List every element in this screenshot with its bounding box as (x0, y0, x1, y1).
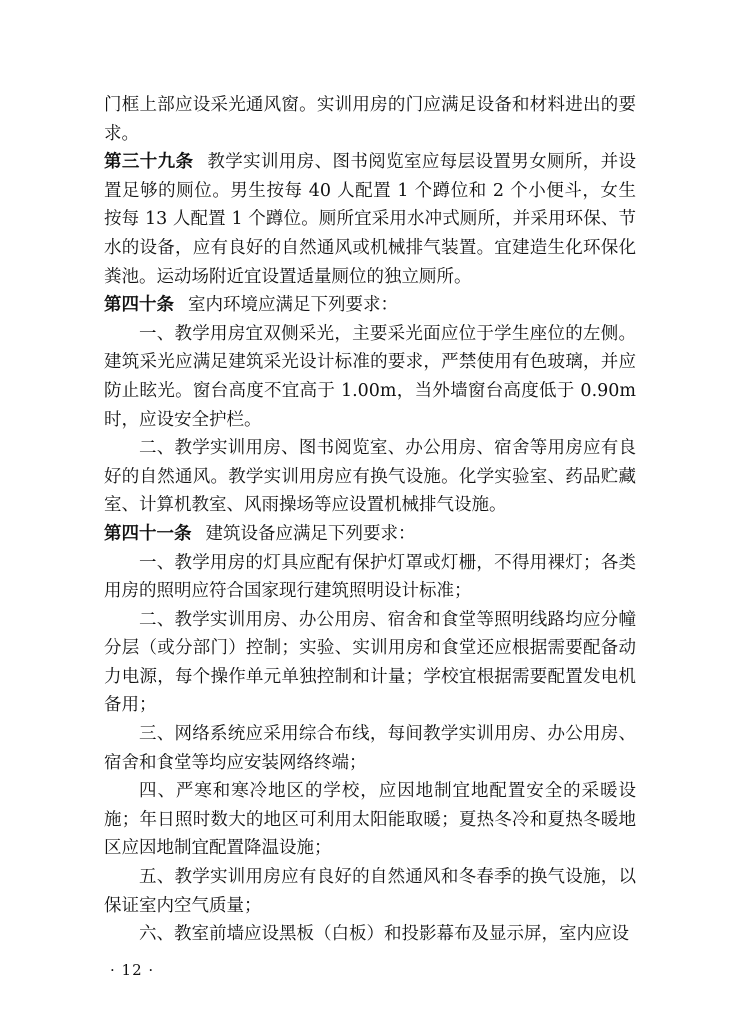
paragraph-text: 五、教学实训用房应有良好的自然通风和冬春季的换气设施，以保证室内空气质量； (104, 867, 636, 916)
article-39 (104, 148, 636, 291)
paragraph-text: 三、网络系统应采用综合布线，每间教学实训用房、办公用房、宿舍和食堂等均应安装网络终端； (104, 724, 636, 773)
paragraph-text: 建筑设备应满足下列要求： (205, 523, 416, 544)
article-40 (104, 291, 636, 320)
paragraph-continuation (104, 91, 636, 148)
paragraph-text: 六、教室前墙应设黑板（白板）和投影幕布及显示屏，室内应设 (139, 924, 629, 945)
paragraph-text: 二、教学实训用房、图书阅览室、办公用房、宿舍等用房应有良好的自然通风。教学实训用房应有换气设施。化学实验室、药品贮藏室、计算机教室、风雨操场等应设置机械排气设施。 (104, 438, 636, 516)
article-heading: 第四十一条 (104, 523, 192, 544)
clause-paragraph (104, 863, 636, 920)
clause-paragraph (104, 434, 636, 520)
paragraph-text: 室内环境应满足下列要求： (188, 295, 398, 316)
page-number: · 12 · (110, 961, 155, 979)
paragraph-text: 二、教学实训用房、办公用房、宿舍和食堂等照明线路均应分幢分层（或分部门）控制；实验、实训用房和食堂还应根据需要配备动力电源，每个操作单元单独控制和计量；学校宜根据需要配置发电机备用； (104, 609, 636, 716)
paragraph-text: 教学实训用房、图书阅览室应每层设置男女厕所，并设置足够的厕位。男生按每 40 人配置 1 个蹲位和 2 个小便斗，女生按每 13 人配置 1 个蹲位。厕所宜采用水冲式厕所，并采用环保、节水的设备，应有良好的自然通风或机械排气装置。宜建造生化环保化粪池。运动场附近宜设置适量厕位的独立厕所。 (104, 152, 636, 287)
paragraph-text: 一、教学用房的灯具应配有保护灯罩或灯栅，不得用裸灯；各类用房的照明应符合国家现行建筑照明设计标准； (104, 552, 636, 602)
clause-paragraph (104, 720, 636, 777)
clause-paragraph (104, 606, 636, 720)
clause-paragraph (104, 549, 636, 606)
document-body (104, 91, 636, 949)
article-heading: 第三十九条 (104, 152, 194, 173)
clause-paragraph (104, 777, 636, 863)
paragraph-text: 一、教学用房宜双侧采光，主要采光面应位于学生座位的左侧。建筑采光应满足建筑采光设计标准的要求，严禁使用有色玻璃，并应防止眩光。窗台高度不宜高于 1.00m，当外墙窗台高度低于 0.90m 时，应设安全护栏。 (104, 323, 636, 430)
clause-paragraph (104, 320, 636, 434)
clause-paragraph (104, 920, 636, 949)
paragraph-text: 门框上部应设采光通风窗。实训用房的门应满足设备和材料进出的要求。 (104, 95, 636, 144)
article-heading: 第四十条 (104, 295, 174, 316)
paragraph-text: 四、严寒和寒冷地区的学校，应因地制宜地配置安全的采暖设施；年日照时数大的地区可利用太阳能取暖；夏热冬冷和夏热冬暖地区应因地制宜配置降温设施； (104, 781, 636, 859)
article-41 (104, 520, 636, 549)
